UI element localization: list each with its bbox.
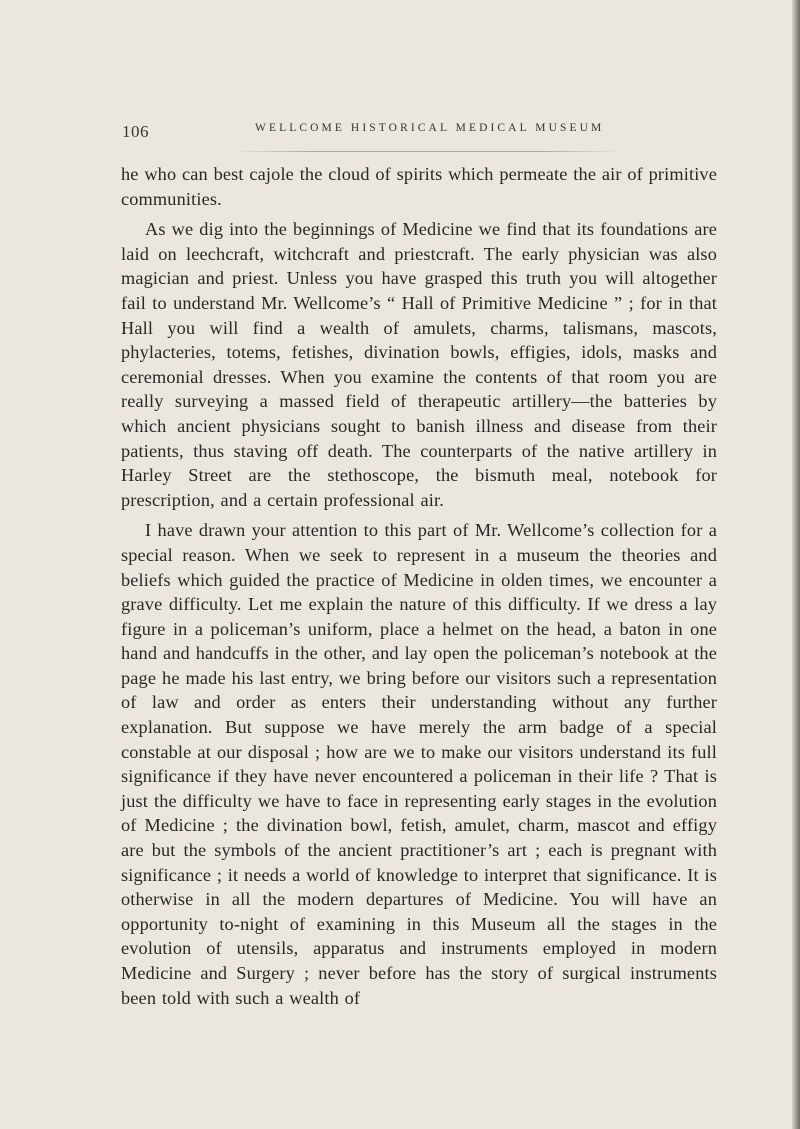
- paragraph: As we dig into the beginnings of Medicine we find that its foundations are laid on leechcraft, witchcraft and priestcraft. The early physician was also magician and priest. Unless you have grasped this truth you will altogether fail to understand Mr. Wellcome’s “ Hall of Primitive Medicine ” ; for in that Hall you will find a wealth of amulets, charms, talismans, mascots, phylacteries, totems, fetishes, divination bowls, effigies, idols, masks and ceremonial dresses. When you examine the contents of that room you are really surveying a massed field of therapeutic artillery—the batteries by which ancient physicians sought to banish illness and disease from their patients, thus staving off death. The counterparts of the native artillery in Harley Street are the stethoscope, the bismuth meal, notebook for prescription, and a certain professional air.: [121, 219, 717, 510]
- page-number: 106: [122, 122, 149, 141]
- header-rule: [232, 151, 622, 152]
- body-text: [121, 162, 717, 1010]
- running-head: WELLCOME HISTORICAL MEDICAL MUSEUM: [255, 122, 605, 134]
- paragraph: I have drawn your attention to this part of Mr. Wellcome’s collection for a special reason. When we seek to represent in a museum the theories and beliefs which guided the practice of Medicine in olden times, we encounter a grave difficulty. Let me explain the nature of this difficulty. If we dress a lay figure in a policeman’s uniform, place a helmet on the head, a baton in one hand and handcuffs in the other, and lay open the policeman’s notebook at the page he made his last entry, we bring before our visitors such a representation of law and order as enters their understanding without any further explanation. But suppose we have merely the arm badge of a special constable at our disposal ; how are we to make our visitors understand its full significance if they have never encountered a policeman in their life ? That is just the difficulty we have to face in representing early stages in the evolution of Medicine ; the divination bowl, fetish, amulet, charm, mascot and effigy are but the symbols of the ancient practitioner’s art ; each is pregnant with significance ; it needs a world of knowledge to interpret that significance. It is otherwise in all the modern departures of Medicine. You will have an opportunity to-night of examining in this Museum all the stages in the evolution of utensils, apparatus and instruments employed in modern Medicine and Surgery ; never before has the story of surgical instruments been told with such a wealth of: [121, 520, 717, 1008]
- page-edge-shadow: [792, 0, 800, 1129]
- paragraph-continued: he who can best cajole the cloud of spirits which permeate the air of primitive communities.: [121, 164, 717, 209]
